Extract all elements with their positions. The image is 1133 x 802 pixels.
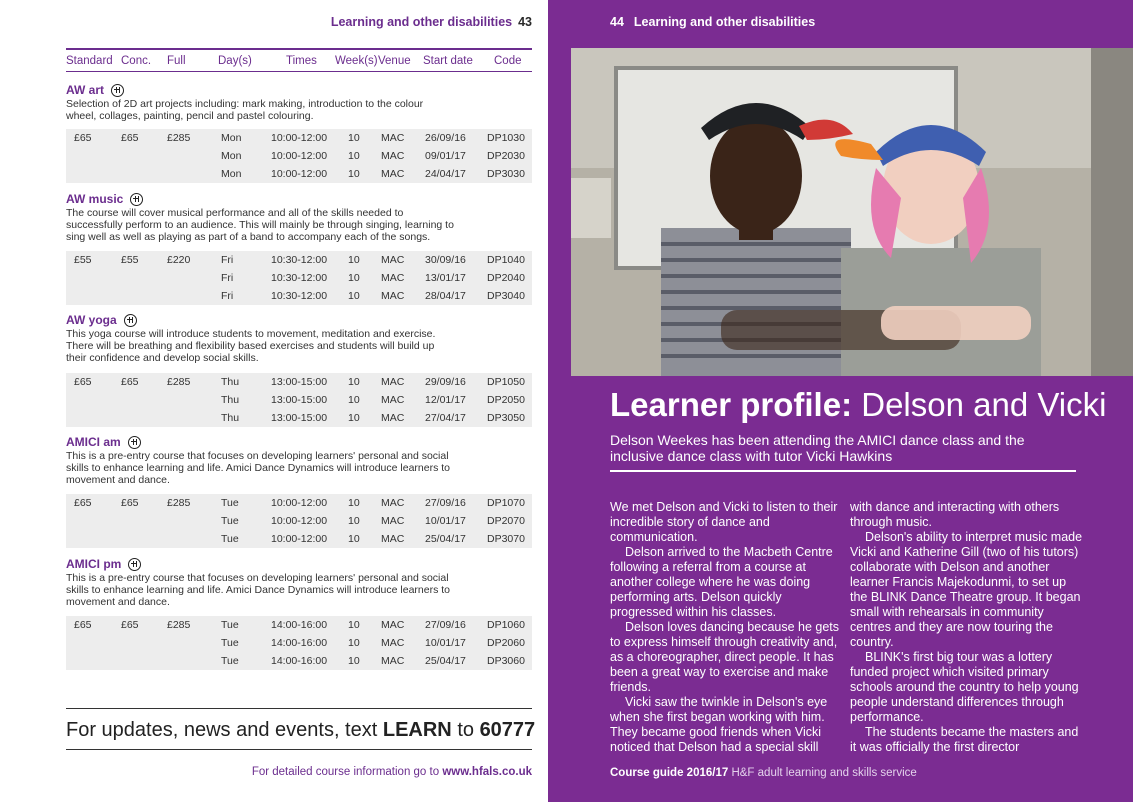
column-start-date: Start date xyxy=(423,55,473,67)
story-paragraph: BLINK's first big tour was a lottery funded project which visited primary schools around the country to help young people understand differences through performance. xyxy=(850,650,1079,724)
cell-course-code: DP3070 xyxy=(487,533,525,545)
cell-times: 10:00-12:00 xyxy=(271,533,328,545)
cell-price-full: £285 xyxy=(167,376,191,388)
cell-start-date: 24/04/17 xyxy=(425,168,466,180)
cell-venue: MAC xyxy=(381,619,405,631)
cell-times: 14:00-16:00 xyxy=(271,619,328,631)
column-times: Times xyxy=(286,55,317,67)
table-row xyxy=(66,616,532,634)
column-code: Code xyxy=(494,55,522,67)
cell-start-date: 12/01/17 xyxy=(425,394,466,406)
cell-day: Tue xyxy=(221,497,239,509)
cell-venue: MAC xyxy=(381,272,405,284)
page-header xyxy=(331,15,532,29)
cell-day: Tue xyxy=(221,515,239,527)
table-row xyxy=(66,530,532,548)
cell-course-code: DP1070 xyxy=(487,497,525,509)
cell-times: 13:00-15:00 xyxy=(271,376,328,388)
profile-intro: Delson Weekes has been attending the AMICI dance class and the inclusive dance class with tutor Vicki Hawkins xyxy=(610,432,1025,464)
cell-price-full: £285 xyxy=(167,497,191,509)
cell-price-conc: £65 xyxy=(121,497,139,509)
column-weeks: Week(s) xyxy=(335,55,378,67)
profile-title xyxy=(610,386,1106,424)
right-page xyxy=(548,0,1133,802)
story-column-1 xyxy=(610,500,844,755)
cell-weeks: 10 xyxy=(348,290,360,302)
cell-course-code: DP3050 xyxy=(487,412,525,424)
banner-number: 60777 xyxy=(479,719,536,741)
story-paragraph: Delson loves dancing because he gets to express himself through creativity and, as a choreographer, direct people. It has been a great way to exercise and make friends. xyxy=(610,620,840,694)
cell-start-date: 26/09/16 xyxy=(425,132,466,144)
course-aw-yoga xyxy=(66,312,532,364)
cell-day: Mon xyxy=(221,132,242,144)
table-row xyxy=(66,494,532,512)
table-row xyxy=(66,129,532,147)
cell-venue: MAC xyxy=(381,254,405,266)
cell-start-date: 25/04/17 xyxy=(425,533,466,545)
course-table xyxy=(66,251,532,305)
cell-day: Mon xyxy=(221,150,242,162)
cell-start-date: 13/01/17 xyxy=(425,272,466,284)
column-days: Day(s) xyxy=(218,55,252,67)
column-full: Full xyxy=(167,55,186,67)
banner-text: to xyxy=(457,719,474,741)
cell-times: 10:00-12:00 xyxy=(271,497,328,509)
course-aw-art xyxy=(66,82,532,122)
cell-price-full: £285 xyxy=(167,619,191,631)
course-title: AW art xyxy=(66,83,105,97)
detail-text: For detailed course information go to xyxy=(251,766,440,778)
website-link[interactable]: www.hfals.co.uk xyxy=(442,766,532,778)
cell-price-full: £220 xyxy=(167,254,191,266)
course-description: This is a pre-entry course that focuses on developing learners' personal and social skills to enhance learning and life. Amici Dance Dynamics will introduce learners to movement and dance. xyxy=(66,450,451,486)
banner-text: For updates, news and events, text xyxy=(66,719,378,741)
course-title: AW music xyxy=(66,192,124,206)
cell-day: Thu xyxy=(221,394,240,406)
cell-venue: MAC xyxy=(381,290,405,302)
cell-venue: MAC xyxy=(381,655,405,667)
table-row xyxy=(66,373,532,391)
section-title: Learning and other disabilities xyxy=(330,15,513,29)
photo-illustration xyxy=(571,48,1133,376)
divider xyxy=(610,470,1076,472)
cell-day: Fri xyxy=(221,290,234,302)
cell-day: Thu xyxy=(221,376,240,388)
cell-weeks: 10 xyxy=(348,497,360,509)
table-row xyxy=(66,391,532,409)
cell-course-code: DP2040 xyxy=(487,272,525,284)
table-column-header xyxy=(66,48,532,72)
course-title: AMICI pm xyxy=(66,557,122,571)
cell-course-code: DP3060 xyxy=(487,655,525,667)
footer-service: H&F adult learning and skills service xyxy=(731,767,917,779)
cell-day: Fri xyxy=(221,254,234,266)
cell-times: 14:00-16:00 xyxy=(271,655,328,667)
cell-course-code: DP3040 xyxy=(487,290,525,302)
cell-weeks: 10 xyxy=(348,376,360,388)
course-title: AW yoga xyxy=(66,313,117,327)
cell-venue: MAC xyxy=(381,394,405,406)
cell-day: Mon xyxy=(221,168,242,180)
learner-photo xyxy=(571,48,1133,376)
cell-start-date: 10/01/17 xyxy=(425,637,466,649)
cell-day: Tue xyxy=(221,655,239,667)
course-table xyxy=(66,129,532,183)
cell-start-date: 10/01/17 xyxy=(425,515,466,527)
cell-price-conc: £55 xyxy=(121,254,139,266)
cell-start-date: 29/09/16 xyxy=(425,376,466,388)
story-paragraph: Vicki saw the twinkle in Delson's eye when she first began working with him. They became good friends when Vicki noticed that Delson had a special skill xyxy=(610,695,828,754)
cell-times: 14:00-16:00 xyxy=(271,637,328,649)
cell-venue: MAC xyxy=(381,412,405,424)
cell-price-conc: £65 xyxy=(121,376,139,388)
course-description: Selection of 2D art projects including: mark making, introduction to the colour wheel, collages, painting, pencil and pastel colouring. xyxy=(66,98,424,122)
accessibility-icon xyxy=(130,193,143,206)
story-column-2 xyxy=(850,500,1084,755)
cell-price-standard: £65 xyxy=(74,376,92,388)
cell-price-conc: £65 xyxy=(121,619,139,631)
cell-price-conc: £65 xyxy=(121,132,139,144)
cell-start-date: 27/04/17 xyxy=(425,412,466,424)
accessibility-icon xyxy=(128,558,141,571)
story-paragraph: We met Delson and Vicki to listen to their incredible story of dance and communication. xyxy=(610,500,838,544)
cell-course-code: DP2050 xyxy=(487,394,525,406)
course-table xyxy=(66,616,532,670)
table-row xyxy=(66,287,532,305)
cell-start-date: 28/04/17 xyxy=(425,290,466,302)
cell-venue: MAC xyxy=(381,637,405,649)
cell-day: Tue xyxy=(221,637,239,649)
accessibility-icon xyxy=(124,314,137,327)
cell-weeks: 10 xyxy=(348,637,360,649)
cell-price-standard: £55 xyxy=(74,254,92,266)
cell-weeks: 10 xyxy=(348,150,360,162)
table-row xyxy=(66,165,532,183)
banner-keyword: LEARN xyxy=(382,719,452,741)
story-paragraph: Delson arrived to the Macbeth Centre following a referral from a course at another college where he was doing performing arts. Delson quickly progressed within his classes. xyxy=(610,545,833,619)
story-paragraph: Delson's ability to interpret music made Vicki and Katherine Gill (two of his tutors) collaborate with Delson and another learner Francis Majekodunmi, to set up the BLINK Dance Theatre group. It began small with rehearsals in community centres and they are now touring the country. xyxy=(850,530,1083,649)
cell-course-code: DP2060 xyxy=(487,637,525,649)
cell-weeks: 10 xyxy=(348,515,360,527)
column-standard: Standard xyxy=(66,55,113,67)
cell-price-standard: £65 xyxy=(74,132,92,144)
course-description: The course will cover musical performance and all of the skills needed to successfully perform to an audience. This will mainly be through singing, learning to sing well as well as playing as part of a band to accompany each of the songs. xyxy=(66,207,454,243)
cell-weeks: 10 xyxy=(348,168,360,180)
detail-info-line xyxy=(252,766,532,778)
cell-price-full: £285 xyxy=(167,132,191,144)
cell-weeks: 10 xyxy=(348,655,360,667)
table-row xyxy=(66,251,532,269)
cell-day: Tue xyxy=(221,619,239,631)
course-table xyxy=(66,373,532,427)
table-row xyxy=(66,409,532,427)
page-number: 43 xyxy=(518,15,532,29)
cell-course-code: DP1040 xyxy=(487,254,525,266)
cell-venue: MAC xyxy=(381,168,405,180)
cell-times: 10:30-12:00 xyxy=(271,272,328,284)
cell-times: 10:00-12:00 xyxy=(271,168,328,180)
cell-venue: MAC xyxy=(381,515,405,527)
table-row xyxy=(66,652,532,670)
footer-guide: Course guide 2016/17 xyxy=(610,767,729,779)
cell-times: 10:00-12:00 xyxy=(271,515,328,527)
cell-venue: MAC xyxy=(381,132,405,144)
course-description: This is a pre-entry course that focuses on developing learners' personal and social skills to enhance learning and life. Amici Dance Dynamics will introduce learners to movement and dance. xyxy=(66,572,451,608)
cell-weeks: 10 xyxy=(348,412,360,424)
cell-times: 13:00-15:00 xyxy=(271,394,328,406)
cell-weeks: 10 xyxy=(348,619,360,631)
course-amici-am xyxy=(66,434,532,486)
cell-weeks: 10 xyxy=(348,272,360,284)
cell-weeks: 10 xyxy=(348,533,360,545)
cell-day: Thu xyxy=(221,412,240,424)
cell-venue: MAC xyxy=(381,150,405,162)
cell-price-standard: £65 xyxy=(74,497,92,509)
cell-day: Fri xyxy=(221,272,234,284)
cell-venue: MAC xyxy=(381,497,405,509)
profile-title-label: Learner profile: xyxy=(610,386,853,423)
column-venue: Venue xyxy=(378,55,411,67)
cell-day: Tue xyxy=(221,533,239,545)
cell-weeks: 10 xyxy=(348,254,360,266)
course-aw-music xyxy=(66,191,532,243)
cell-course-code: DP1030 xyxy=(487,132,525,144)
course-table xyxy=(66,494,532,548)
accessibility-icon xyxy=(111,84,124,97)
table-row xyxy=(66,634,532,652)
table-row xyxy=(66,269,532,287)
profile-title-names: Delson and Vicki xyxy=(861,386,1107,423)
cell-times: 10:30-12:00 xyxy=(271,254,328,266)
cell-weeks: 10 xyxy=(348,394,360,406)
cell-start-date: 27/09/16 xyxy=(425,497,466,509)
table-row xyxy=(66,147,532,165)
cell-course-code: DP2030 xyxy=(487,150,525,162)
section-title: Learning and other disabilities xyxy=(633,15,816,29)
cell-start-date: 30/09/16 xyxy=(425,254,466,266)
story-paragraph: The students became the masters and it was officially the first director xyxy=(850,725,1079,754)
column-conc: Conc. xyxy=(121,55,152,67)
cell-times: 10:00-12:00 xyxy=(271,150,328,162)
course-amici-pm xyxy=(66,556,532,608)
cell-venue: MAC xyxy=(381,533,405,545)
cell-times: 10:00-12:00 xyxy=(271,132,328,144)
cell-start-date: 09/01/17 xyxy=(425,150,466,162)
cell-course-code: DP3030 xyxy=(487,168,525,180)
left-page xyxy=(0,0,548,802)
cell-weeks: 10 xyxy=(348,132,360,144)
accessibility-icon xyxy=(128,436,141,449)
course-description: This yoga course will introduce students to movement, meditation and exercise. There will be breathing and flexibility based exercises and students will build up their confidence and develop social skills. xyxy=(66,328,436,364)
course-title: AMICI am xyxy=(66,435,121,449)
text-updates-banner xyxy=(66,708,536,750)
cell-start-date: 25/04/17 xyxy=(425,655,466,667)
cell-start-date: 27/09/16 xyxy=(425,619,466,631)
story-paragraph: with dance and interacting with others through music. xyxy=(850,500,1060,529)
cell-times: 13:00-15:00 xyxy=(271,412,328,424)
page-header xyxy=(610,15,815,29)
cell-course-code: DP1060 xyxy=(487,619,525,631)
cell-times: 10:30-12:00 xyxy=(271,290,328,302)
table-row xyxy=(66,512,532,530)
page-number: 44 xyxy=(610,15,624,29)
page-footer xyxy=(610,767,917,779)
cell-venue: MAC xyxy=(381,376,405,388)
cell-course-code: DP2070 xyxy=(487,515,525,527)
cell-course-code: DP1050 xyxy=(487,376,525,388)
cell-price-standard: £65 xyxy=(74,619,92,631)
